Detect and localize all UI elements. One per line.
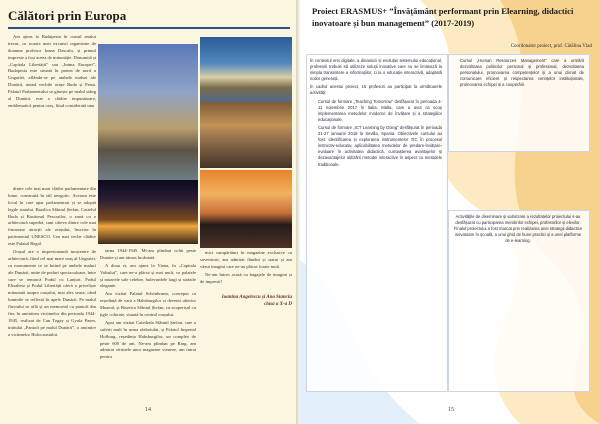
paragraph: mici cumpărături în magazine exclusive cu suveniruri, am admirat fântâni și statui și am văzut imagini care ne-au plăcut foarte mult. [200,250,292,269]
left-column-top [8,34,96,111]
page-number: 15 [448,407,454,413]
right-page-title: Proiect ERASMUS+ ”Învățământ performant prin Elearning, didactici inovatoare și bun management” (2017-2019) [312,6,574,28]
paragraph: Ne-am întors acasă cu bagajele de imagini și de impresii! [200,271,292,284]
night-city-photo [98,180,198,244]
list-item: • Cursul de formare „ICT Learning by Doing” desfășurat în perioada 21-27 ianuarie 2018 la Sevilla, Spania. Obiectivele cursului au fost: identificarea și explorarea instrumentelor TIC în procesul instructiv-educativ, aplicabilitatea metodelor de predare-învățare-evaluare în activitatea didactică, cunoașterea avantajelor și dezavantajelor utilizării metodei interactive în aspect cu metodele tradiționale. [318,125,442,168]
project-coordinator: Coordonator proiect, prof. Cătălina Vlad [510,44,592,49]
middle-column [100,248,196,398]
author-class: clasa a X-a D [264,302,292,307]
list-item: • Cursul „Human Resources Management” care a urmărit dezvoltarea politicilor personal și profesional, dezvoltarea personalului, promovarea competențelor și a unui climat de comunicare eficient și respectarea cerințelor instituționale, promovarea echipei și a cooperării. [460,58,584,88]
sunset-photo [200,170,292,248]
title-underline [8,27,290,29]
author-names: Ioanina Angelescu și Ana Stanciu [221,295,292,300]
right-column-two-bottom [452,214,584,386]
activity-list [310,99,442,168]
left-column-bottom [8,186,96,404]
left-page-title: Călători prin Europa [8,8,127,23]
list-item: • Cursul de formare „Teaching Tomorrow” desfășurat în perioada 4-11 noiembrie 2017 în Italia, Malta, care a avut ca scop implementarea metodelor moderne de învățare și a strategiilor educaționale. [318,99,442,123]
page-number: 14 [145,407,151,413]
author-signature [206,294,292,308]
paragraph: dintre cele mai mari clădiri parlamentare din lume, construită în stil neogotic. Aceasta este locul în care apar parlamentari și se adoptă legile statului. Bazilica Sfântul Ștefan, Castelul Buda și Bastionul Pescarilor, o zonă cu o arhitectură superbă, sunt câteva dintre cele mai frumoase atracții ale orașului, înscrise în patrimoniul UNESCO. Cea mai veche clădire este Palatul Regal. [8,186,96,247]
paragraph: Orașul are o impresionantă moștenire de arhitectură, fiind cel mai mare oraș al Ungariei, cu monumente ce se întind pe ambele maluri ale Dunării, unite de poduri spectaculoase, între care se remarcă Podul cu Lanțuri. Podul Elisabeta și Podul Libertății oferă o priveliște minunată asupra orașului, mai ales seara, când luminile se reflectă în apele Dunării. Pe malul fluviului se află și un memorial cu pantofi din fier, în amintirea victimelor din perioada 1944-1945, realizat de Can Togay și Gyula Pauer, intitulat „Pantofi pe malul Dunării”, o amintire a victimelor Holocaustului. [8,249,96,337]
paragraph: A doua zi, am ajuns la Viena, în „Capitala Valsului”, care ne-a plăcut și mai mult, cu palatele și muzeele sale celebre, bulevardele largi și străzile elegante. [100,262,196,289]
activity-list [452,58,584,88]
paragraph: În contextul erei digitale, a dinamicii și evoluției sistemului educațional, profesorii trebuie să utilizeze soluții inovative care nu se limitează la simpla transmitere a informațiilor, ci la o educație interactivă, adaptată noilor generații. [310,58,442,82]
right-column-one [310,58,442,386]
paragraph: iarna 1944-1945. Mi-am plimbat ochii peste Dunăre și am rămas încântată. [100,248,196,260]
right-column-two-top [452,58,584,146]
right-column [200,250,292,294]
parliament-photo [98,44,198,180]
paragraph: Am vizitat Palatul Schönbrunn, conceput ca reședință de vară a Habsburgilor și devenit ulterior Muzeul, și Biserica Sfântul Ștefan, cu acoperișul cu țigle colorate, situată în centrul orașului. [100,291,196,318]
street-photo [200,102,292,168]
paragraph: Apoi am vizitat Catedrala Sfântul Ștefan, care a suferit mult în urma războiului, și Palatul Imperial Hofburg, reședința Habsburgilor, un complex de peste 600 de ani. Ne-am plimbat pe Ring, am admirat vitrinele unor magazine vieneze, am intrat pentru [100,319,196,360]
palace-photo [200,37,292,102]
paragraph: Am ajuns la Budapesta în cursul anului trecut, cu ocazia unei excursii organizate de doamna profesor Ioana Dascalu, și primul impresie a fost aceea de minunăție. Denumită și „Capitala Libertății” sau „Inima Europei”, Budapesta este situată în partea de nord a Ungariei, aflându-se pe ambele maluri ale Dunării, unind vechile orașe Buda și Pesta. Palatul Parlamentului se găsește pe malul stâng al Dunării, este o clădire impunătoare, emblematică pentru oraș, fiind considerată una [8,34,97,108]
paragraph: În cadrul acestui proiect, 16 profesori au participat la următoarele activități: [310,84,442,96]
paragraph: Activitățile de diseminare și valorizare a rezultatelor proiectului s-au desfășurat cu participarea membrilor echipei, profesorilor și elevilor. Finalul proiectului a fost marcat prin realizarea unei strategii didactice inovatoare în școală, a unui ghid de bune practici și a unei platforme de e-learning. [453,214,583,244]
